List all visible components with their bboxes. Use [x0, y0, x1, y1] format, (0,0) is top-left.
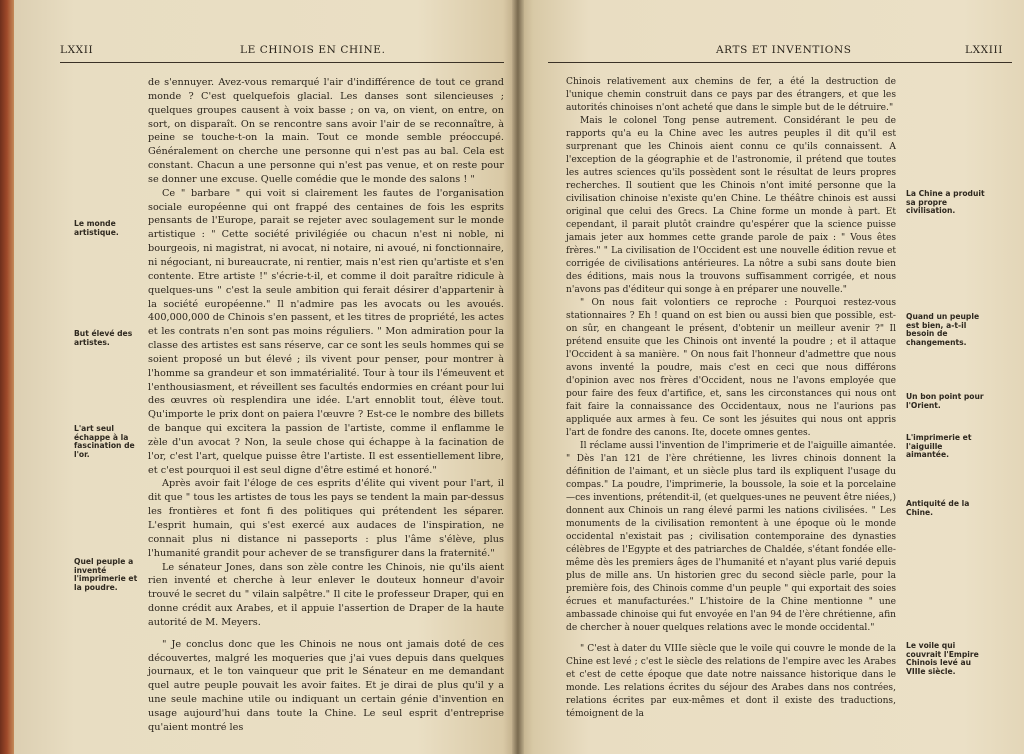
paragraph: Après avoir fait l'éloge de ces esprits d'élite qui vivent pour l'art, il dit que " tous les artistes de tous les pays se tendent la main par-dessus les frontières et font fi des politiques qui prétendent les séparer. L'esprit humain, qui s'est exercé aux audaces de l'inspiration, ne connait plus ni distance ni passeports : plus l'âme s'élève, plus l'humanité grandit pour achever de se transfigurer dans la fraternité." — [148, 478, 504, 559]
margin-note: L'imprimerie et l'aiguille aimantée. — [906, 433, 972, 460]
header-rule-right — [548, 62, 1012, 63]
paragraph: Ce " barbare " qui voit si clairement les fautes de l'organisation sociale européenne qui ont frappé des centaines de fois les esprits pensants de l'Europe, parait se rejeter avec soulagement sur le monde artistique : " Cette société privilégiée ou chacun n'est ni noble, ni bourgeois, ni magistrat, ni avocat, ni notaire, ni avoué, ni fonctionnaire, ni négociant, ni bureaucrate, ni rentier, mais n'est rien qu'artiste et s'en contente. Etre artiste !" s'écrie-t-il, et comme il doit paraître ridicule à quelques-uns " c'est la seule ambition qui ferait désirer d'appartenir à la société européenne." Il n'admire pas les avocats ou les avoués. 400,000,000 de Chinois s'en passent, et les titres de propriété, les actes et les contrats n'en sont pas moins réguliers. " Mon admiration pour la classe des artistes est sans réserve, car ce sont les seuls hommes qui se soient proposé un but élevé ; ils vivent pour penser, pour montrer à l'homme sa grandeur et son immatérialité. Tour à tour ils l'émeuvent et l'enthousiasment, et réveillent ses facultés endormies en créant pour lui des œuvres où resplendira une idée. L'art ennoblit tout, élève tout. Qu'importe le prix dont on paiera l'œuvre ? Est-ce le nombre des billets de banque qui excitera la passion de l'artiste, comme il enflamme le zèle d'un avocat ? Non, la seule chose qui échappe à la facination de l'or, c'est l'art, quelque puisse être l'artiste. Il est essentiellement libre, et c'est pourquoi il est seul digne d'être estimé et honoré." — [148, 187, 504, 476]
margin-note: Quand un peuple est bien, a-t-il besoin de changements. — [906, 312, 980, 347]
margin-note: But élevé des artistes. — [74, 329, 133, 347]
paragraph: " C'est à dater du VIIIe siècle que le voile qui couvre le monde de la Chine est levé ; c'est le siècle des relations de l'empire avec les Arabes et c'est de cette époque que date notre naissance historique dans le monde. Les relations écrites du séjour des Arabes dans nos contrées, relations écrites par eux-mêmes et dont il existe des traductions, témoignent de la — [566, 644, 896, 719]
left-body-text — [148, 76, 504, 735]
header-rule-left — [60, 62, 504, 63]
paragraph: Mais le colonel Tong pense autrement. Considérant le peu de rapports qu'a eu la Chine avec les autres peuples il dit qu'il est surprenant que les Chinois aient connu ce qu'ils connaissent. A l'exception de la géographie et de l'astronomie, il prétend que toutes les autres sciences qu'ils possèdent sont le résultat de leurs propres recherches. Il soutient que les Chinois n'ont imité personne que la civilisation chinoise n'existe qu'en Chine. Le théâtre chinois est aussi original que celui des Grecs. La Chine forme un monde à part. Et cependant, il parait plutôt craindre qu'espérer que la science puisse jamais jeter aux hommes cette grande parole de paix : " Vous êtes frères." " La civilisation de l'Occident est une nouvelle édition revue et corrigée de civilisations antérieures. La nôtre a subi sans doute bien des éditions, mais nous la trouvons suffisamment corrigée, et nous n'avons pas d'éditeur qui songe à en préparer une nouvelle." — [566, 116, 896, 295]
paragraph: " Je conclus donc que les Chinois ne nous ont jamais doté de ces découvertes, malgré les moqueries que j'ai vues depuis dans quelques journaux, et le ton vainqueur que prit le Sénateur en me demandant quel autre peuple pouvait les avoir faites. Et je dirai de plus qu'il y a une seule machine utile ou indiquant un certain génie d'invention en usage aujourd'hui dans toute la Chine. Le seul esprit d'entreprise qu'aient montré les — [148, 638, 504, 733]
running-head-left: LE CHINOIS EN CHINE. — [240, 44, 386, 56]
margin-note: Le monde artistique. — [74, 219, 119, 237]
left-page — [14, 0, 518, 754]
right-body-text — [566, 76, 896, 721]
margin-note: L'art seul échappe à la fascination de l'or. — [74, 424, 135, 459]
book-gutter — [512, 0, 524, 754]
paragraph: Chinois relativement aux chemins de fer, a été la destruction de l'unique chemin construit dans ce pays par des étrangers, et que les autorités chinoises n'ont acheté que dans le simple but de le détruire." — [566, 77, 896, 113]
margin-note: Un bon point pour l'Orient. — [906, 392, 984, 410]
paragraph: Il réclame aussi l'invention de l'imprimerie et de l'aiguille aimantée. " Dès l'an 121 de l'ère chrétienne, les livres chinois donnent la définition de l'aimant, et un siècle plus tard ils expliquent l'usage du compas." La poudre, l'imprimerie, la boussole, la soie et la porcelaine—ces inventions, prétendit-il, (et quelques-unes ne peuvent être niées,) donnent aux Chinois un rang élevé parmi les nations civilisées. " Les monuments de la civilisation remontent à une époque où le monde occidental n'existait pas ; civilisation contemporaine des dynasties célèbres de l'Egypte et des patriarches de Chaldée, s'étant fondée elle-même dès les premiers âges de l'humanité et n'ayant plus varié depuis plus de mille ans. Un historien grec du second siècle parle, pour la première fois, des Chinois comme d'un peuple " qui exportait des soies écrues et manufacturées." L'histoire de la Chine mentionne " une ambassade chinoise qui fut envoyée en l'an 94 de l'ère chrétienne, afin de chercher à nouer quelques relations avec le monde occidental." — [566, 441, 896, 633]
page-number-right: LXXIII — [965, 44, 1003, 56]
margin-note: Antiquité de la Chine. — [906, 499, 970, 517]
paragraph: Le sénateur Jones, dans son zèle contre les Chinois, nie qu'ils aient rien inventé et cherche à leur enlever le douteux honneur d'avoir trouvé le secret du " vilain salpêtre." Il cite le professeur Draper, qui en donne crédit aux Arabes, et il appuie l'assertion de Draper de la haute autorité de M. Meyers. — [148, 561, 504, 628]
margin-note: Le voile qui couvrait l'Empire Chinois levé au VIIIe siècle. — [906, 641, 979, 676]
page-number-left: LXXII — [60, 44, 94, 56]
running-head-right: ARTS ET INVENTIONS — [716, 44, 852, 56]
paragraph: " On nous fait volontiers ce reproche : Pourquoi restez-vous stationnaires ? Eh ! quand on est bien ou aussi bien que possible, est-on sûr, en changeant le présent, d'obtenir un meilleur avenir ?" Il prétend ensuite que les Chinois ont inventé la poudre ; et il attaque l'Occident à sa manière. " On nous fait l'honneur d'admettre que nous avons inventé la poudre, mais c'est en ceci que nous différons d'opinion avec nos frères d'Occident, nous ne l'avons employée que pour faire des feux d'artifice, et, sans les circonstances qui nous ont fait faire la connaissance des Occidentaux, nous ne l'aurions pas appliquée aux armes à feu. Ce sont les jésuites qui nous ont appris l'art de fondre des canons. Ite, docete omnes gentes. — [566, 298, 896, 438]
margin-note: Quel peuple a inventé l'imprimerie et la poudre. — [74, 557, 138, 592]
paragraph: de s'ennuyer. Avez-vous remarqué l'air d'indifférence de tout ce grand monde ? C'est quelquefois glacial. Les danses sont silencieuses ; quelques groupes causent à voix basse ; on va, on vient, on entre, on sort, on disparaît. On se rencontre sans avoir l'air de se reconnaître, à peine se touche-t-on la main. Tout ce monde semble préoccupé. Généralement on cherche une personne qui n'est pas au bal. Cela est constant. Chacun a une personne qui n'est pas venue, et on reste pour se donner une excuse. Quelle comédie que le monde des salons ! " — [148, 77, 504, 185]
right-page — [518, 0, 1024, 754]
margin-note: La Chine a produit sa propre civilisation. — [906, 189, 985, 216]
book-left-edge — [0, 0, 14, 754]
